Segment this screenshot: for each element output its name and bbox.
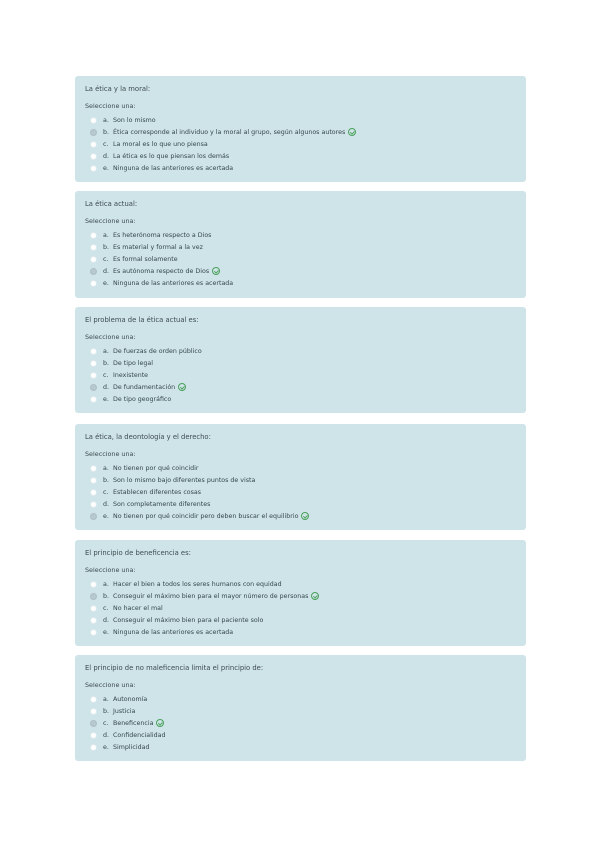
question-prompt: Seleccione una: — [85, 102, 136, 110]
answer-option-e[interactable] — [85, 162, 516, 174]
answer-option-c[interactable] — [85, 253, 516, 265]
option-text: Establecen diferentes cosas — [113, 488, 202, 496]
option-letter: d. — [103, 616, 109, 624]
radio-button[interactable] — [90, 605, 97, 612]
option-text: Es material y formal a la vez — [113, 243, 203, 251]
radio-button[interactable] — [90, 629, 97, 636]
answer-options — [85, 578, 516, 638]
option-text: Justicia — [113, 707, 136, 715]
option-letter: c. — [103, 371, 109, 379]
option-text: Ética corresponde al individuo y la moral al grupo, según algunos autores — [113, 128, 346, 136]
correct-check-icon — [156, 719, 164, 727]
option-letter: b. — [103, 592, 109, 600]
correct-check-icon — [212, 267, 220, 275]
answer-option-c[interactable] — [85, 602, 516, 614]
option-letter: b. — [103, 359, 109, 367]
answer-options — [85, 114, 516, 174]
option-text: Son lo mismo bajo diferentes puntos de vista — [113, 476, 256, 484]
question-title: La ética actual: — [85, 200, 138, 208]
answer-option-e[interactable] — [85, 393, 516, 405]
answer-option-d[interactable] — [85, 498, 516, 510]
option-letter: c. — [103, 604, 109, 612]
option-text: Es heterónoma respecto a Dios — [113, 231, 212, 239]
answer-options — [85, 229, 516, 289]
option-text: No tienen por qué coincidir pero deben buscar el equilibrio — [113, 512, 299, 520]
answer-option-b[interactable] — [85, 126, 516, 138]
radio-button[interactable] — [90, 477, 97, 484]
option-text: Conseguir el máximo bien para el mayor número de personas — [113, 592, 309, 600]
option-letter: e. — [103, 512, 109, 520]
option-letter: a. — [103, 231, 109, 239]
answer-option-d[interactable] — [85, 265, 516, 277]
answer-option-d[interactable] — [85, 614, 516, 626]
option-text: Es formal solamente — [113, 255, 178, 263]
option-letter: c. — [103, 719, 109, 727]
question-card — [75, 540, 526, 646]
answer-option-c[interactable] — [85, 486, 516, 498]
answer-option-b[interactable] — [85, 705, 516, 717]
radio-button[interactable] — [90, 732, 97, 739]
answer-option-c[interactable] — [85, 717, 516, 729]
option-text: No tienen por qué coincidir — [113, 464, 199, 472]
option-letter: c. — [103, 140, 109, 148]
option-text: Es autónoma respecto de Dios — [113, 267, 210, 275]
option-letter: e. — [103, 743, 109, 751]
answer-options — [85, 693, 516, 753]
radio-button[interactable] — [90, 232, 97, 239]
answer-option-c[interactable] — [85, 369, 516, 381]
answer-option-a[interactable] — [85, 578, 516, 590]
option-text: Ninguna de las anteriores es acertada — [113, 279, 234, 287]
question-title: La ética, la deontología y el derecho: — [85, 433, 211, 441]
option-letter: e. — [103, 279, 109, 287]
radio-button[interactable] — [90, 256, 97, 263]
radio-button-selected[interactable] — [90, 268, 97, 275]
radio-button-selected[interactable] — [90, 129, 97, 136]
question-prompt: Seleccione una: — [85, 333, 136, 341]
question-card — [75, 191, 526, 298]
option-letter: b. — [103, 476, 109, 484]
option-letter: a. — [103, 580, 109, 588]
answer-option-a[interactable] — [85, 229, 516, 241]
radio-button[interactable] — [90, 165, 97, 172]
option-letter: d. — [103, 500, 109, 508]
radio-button[interactable] — [90, 244, 97, 251]
option-text: De fuerzas de orden público — [113, 347, 202, 355]
option-letter: c. — [103, 488, 109, 496]
option-text: Ninguna de las anteriores es acertada — [113, 628, 234, 636]
option-text: Simplicidad — [113, 743, 150, 751]
answer-option-b[interactable] — [85, 241, 516, 253]
answer-option-c[interactable] — [85, 138, 516, 150]
option-text: Confidencialidad — [113, 731, 166, 739]
question-card — [75, 424, 526, 530]
question-prompt: Seleccione una: — [85, 217, 136, 225]
question-prompt: Seleccione una: — [85, 681, 136, 689]
option-letter: c. — [103, 255, 109, 263]
correct-check-icon — [311, 592, 319, 600]
radio-button[interactable] — [90, 372, 97, 379]
correct-check-icon — [348, 128, 356, 136]
option-letter: b. — [103, 243, 109, 251]
answer-option-d[interactable] — [85, 381, 516, 393]
answer-option-e[interactable] — [85, 626, 516, 638]
option-letter: e. — [103, 395, 109, 403]
question-card — [75, 307, 526, 413]
option-text: Son lo mismo — [113, 116, 156, 124]
radio-button[interactable] — [90, 153, 97, 160]
answer-option-a[interactable] — [85, 462, 516, 474]
radio-button[interactable] — [90, 348, 97, 355]
answer-option-b[interactable] — [85, 590, 516, 602]
answer-option-a[interactable] — [85, 114, 516, 126]
radio-button-selected[interactable] — [90, 593, 97, 600]
question-prompt: Seleccione una: — [85, 566, 136, 574]
radio-button[interactable] — [90, 744, 97, 751]
option-text: Inexistente — [113, 371, 149, 379]
option-letter: b. — [103, 707, 109, 715]
answer-option-a[interactable] — [85, 345, 516, 357]
correct-check-icon — [301, 512, 309, 520]
radio-button[interactable] — [90, 501, 97, 508]
option-text: Conseguir el máximo bien para el paciente solo — [113, 616, 264, 624]
radio-button[interactable] — [90, 280, 97, 287]
option-letter: a. — [103, 347, 109, 355]
question-card — [75, 76, 526, 182]
radio-button[interactable] — [90, 581, 97, 588]
option-letter: d. — [103, 731, 109, 739]
question-title: La ética y la moral: — [85, 85, 151, 93]
radio-button[interactable] — [90, 117, 97, 124]
answer-option-b[interactable] — [85, 357, 516, 369]
answer-option-b[interactable] — [85, 474, 516, 486]
option-text: Hacer el bien a todos los seres humanos con equidad — [113, 580, 282, 588]
correct-check-icon — [178, 383, 186, 391]
radio-button[interactable] — [90, 708, 97, 715]
question-title: El principio de no maleficencia limita el principio de: — [85, 664, 264, 672]
option-letter: a. — [103, 695, 109, 703]
radio-button[interactable] — [90, 465, 97, 472]
radio-button[interactable] — [90, 141, 97, 148]
question-prompt: Seleccione una: — [85, 450, 136, 458]
radio-button[interactable] — [90, 489, 97, 496]
option-text: De tipo legal — [113, 359, 154, 367]
radio-button-selected[interactable] — [90, 513, 97, 520]
radio-button[interactable] — [90, 396, 97, 403]
option-text: La moral es lo que uno piensa — [113, 140, 208, 148]
option-text: De tipo geográfico — [113, 395, 172, 403]
option-letter: d. — [103, 152, 109, 160]
radio-button-selected[interactable] — [90, 384, 97, 391]
answer-options — [85, 345, 516, 405]
option-text: Autonomía — [113, 695, 148, 703]
radio-button[interactable] — [90, 696, 97, 703]
answer-option-d[interactable] — [85, 729, 516, 741]
option-text: Beneficencia — [113, 719, 154, 727]
option-letter: e. — [103, 628, 109, 636]
answer-option-a[interactable] — [85, 693, 516, 705]
radio-button-selected[interactable] — [90, 720, 97, 727]
option-text: Ninguna de las anteriores es acertada — [113, 164, 234, 172]
radio-button[interactable] — [90, 360, 97, 367]
option-text: No hacer el mal — [113, 604, 163, 612]
answer-options — [85, 462, 516, 522]
answer-option-e[interactable] — [85, 741, 516, 753]
option-text: La ética es lo que piensan los demás — [113, 152, 230, 160]
question-card — [75, 655, 526, 761]
option-letter: b. — [103, 128, 109, 136]
option-letter: a. — [103, 116, 109, 124]
option-letter: a. — [103, 464, 109, 472]
option-text: Son completamente diferentes — [113, 500, 211, 508]
answer-option-e[interactable] — [85, 277, 516, 289]
option-letter: e. — [103, 164, 109, 172]
radio-button[interactable] — [90, 617, 97, 624]
question-title: El principio de beneficencia es: — [85, 549, 191, 557]
question-title: El problema de la ética actual es: — [85, 316, 199, 324]
answer-option-d[interactable] — [85, 150, 516, 162]
option-letter: d. — [103, 383, 109, 391]
option-letter: d. — [103, 267, 109, 275]
answer-option-e[interactable] — [85, 510, 516, 522]
option-text: De fundamentación — [113, 383, 176, 391]
